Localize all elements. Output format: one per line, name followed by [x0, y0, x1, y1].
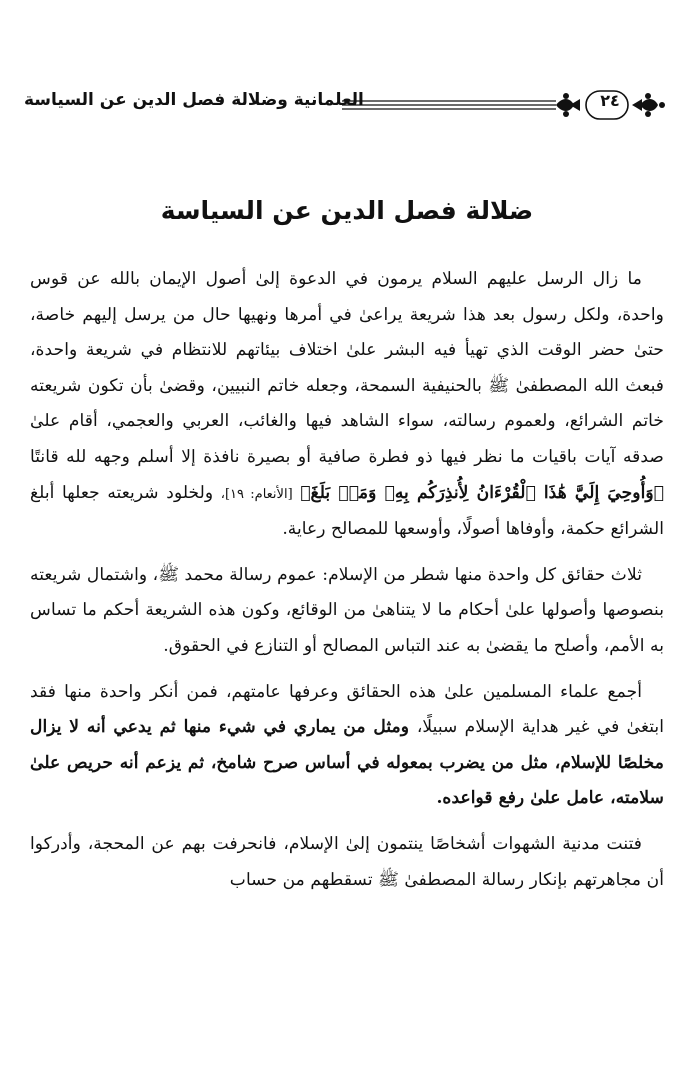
paragraph-1-text: ما زال الرسل عليهم السلام يرمون في الدعوة إلىٰ أصول الإيمان بالله عن قوس واحدة، ولكل رسول بعد هذا شريعة يراعىٰ في أمرها ونهيها حال من يرسل إليهم خاصة، حتىٰ حضر الوقت الذي تهيأ فيه البشر علىٰ اختلاف بيئاتهم للانتظام في شريعة واحدة، فبعث الله المصطفىٰ ﷺ بالحنيفية السمحة، وجعله خاتم النبيين، وقضىٰ بأن تكون شريعته خاتم الشرائع، ولعموم رسالته، سواء الشاهد فيها والغائب، العربي والعجمي، أقام علىٰ صدقه آيات باقيات ما نظر فيها ذو فطرة صافية أو بصيرة نافذة إلا أسلم وجهه لله قانتًا: [30, 269, 664, 467]
section-title: ضلالة فصل الدين عن السياسة: [160, 196, 534, 225]
verse-reference: [الأنعام: ١٩]،: [220, 486, 293, 502]
floral-ornament-right-icon: [632, 93, 665, 117]
page-header: [24, 88, 666, 122]
paragraph-1: [30, 262, 664, 548]
body-text: [30, 262, 664, 908]
paragraph-3: [30, 675, 664, 817]
paragraph-1-continuation: ولخلود شريعته جعلها أبلغ الشرائع حكمة، وأوفاها أصولًا، وأوسعها للمصالح رعاية.: [30, 482, 664, 540]
paragraph-2: ثلاث حقائق كل واحدة منها شطر من الإسلام: عموم رسالة محمد ﷺ، واشتمال شريعته بنصوصها وأصولها علىٰ أحكام ما لا يتناهىٰ من الوقائع، وكون هذه الشريعة أحكم ما تساس به الأمم، وأصلح ما يقضىٰ به عند التباس المصالح أو التنازع في الحقوق.: [30, 564, 664, 656]
page-number: ٢٤: [600, 91, 620, 110]
paragraph-4: فتنت مدنية الشهوات أشخاصًا ينتمون إلىٰ الإسلام، فانحرفت بهم عن المحجة، وأدركوا أن مجاهرتهم بإنكار رسالة المصطفىٰ ﷺ تسقطهم من حساب: [30, 833, 664, 890]
paragraph-3-text: أجمع علماء المسلمين علىٰ هذه الحقائق وعرفها عامتهم، فمن أنكر واحدة منها فقد ابتغىٰ في غير هداية الإسلام سبيلًا،: [30, 681, 664, 738]
paragraph-3-bold-text: ومثل من يماري في شيء منها ثم يدعي أنه لا يزال مخلصًا للإسلام، مثل من يضرب بمعوله في أساس صرح شامخ، ثم يزعم أنه حريص علىٰ سلامته، عامل علىٰ رفع قواعده.: [30, 717, 664, 809]
quran-verse: ﴿وَأُوحِيَ إِلَيَّ هَٰذَا ٱلْقُرْءَانُ لِأُنذِرَكُم بِهِۦ وَمَنۢ بَلَغَ﴾: [300, 482, 664, 503]
running-title: العلمانية وضلالة فصل الدين عن السياسة: [24, 90, 364, 110]
floral-ornament-left-icon: [556, 93, 580, 117]
